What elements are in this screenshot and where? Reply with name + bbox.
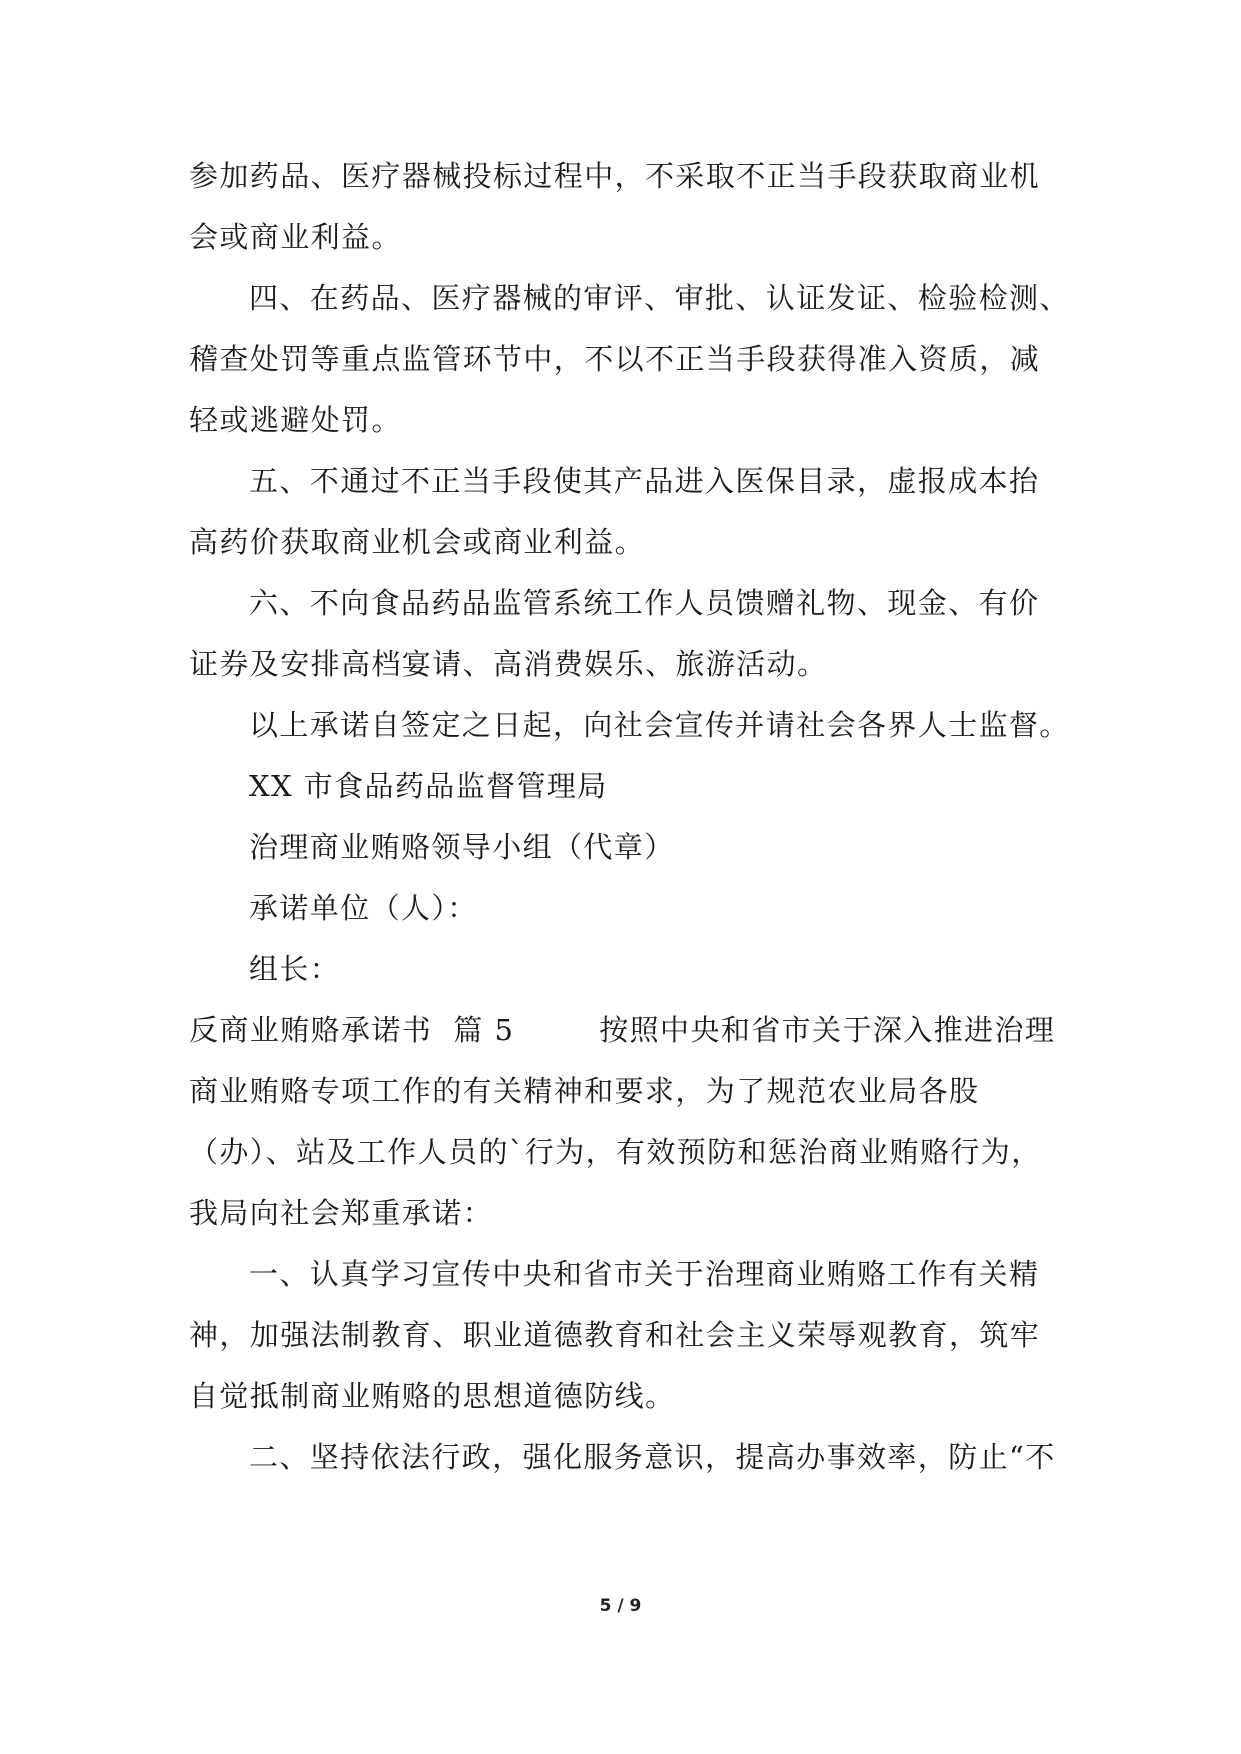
text-line: 高药价获取商业机会或商业利益。 xyxy=(189,525,646,559)
text-line: 组长： xyxy=(249,952,341,986)
text-line: XX 市食品药品监督管理局 xyxy=(249,769,608,803)
section-heading-line: 反商业贿赂承诺书 篇 5 按照中央和省市关于深入推进治理 xyxy=(189,1013,1056,1047)
text-line: 以上承诺自签定之日起，向社会宣传并请社会各界人士监督。 xyxy=(249,708,1070,742)
text-line: 神，加强法制教育、职业道德教育和社会主义荣辱观教育，筑牢 xyxy=(189,1318,1041,1352)
text-line: 我局向社会郑重承诺： xyxy=(189,1196,494,1230)
text-line: 二、坚持依法行政，强化服务意识，提高办事效率，防止“不 xyxy=(249,1440,1056,1474)
page-number: 5 / 9 xyxy=(599,1596,642,1616)
text-line: 参加药品、医疗器械投标过程中，不采取不正当手段获取商业机 xyxy=(189,159,1041,193)
text-line: （办）、站及工作人员的`行为，有效预防和惩治商业贿赂行为， xyxy=(189,1135,1042,1169)
text-line: 治理商业贿赂领导小组（代章） xyxy=(249,830,675,864)
text-line: 轻或逃避处罚。 xyxy=(189,403,402,437)
text-line: 承诺单位（人）： xyxy=(249,891,478,925)
text-line: 商业贿赂专项工作的有关精神和要求，为了规范农业局各股 xyxy=(189,1074,980,1108)
text-line: 四、在药品、医疗器械的审评、审批、认证发证、检验检测、 xyxy=(249,281,1070,315)
text-line: 自觉抵制商业贿赂的思想道德防线。 xyxy=(189,1379,676,1413)
text-line: 稽查处罚等重点监管环节中，不以不正当手段获得准入资质，减 xyxy=(189,342,1041,376)
text-line: 会或商业利益。 xyxy=(189,220,402,254)
text-line: 一、认真学习宣传中央和省市关于治理商业贿赂工作有关精 xyxy=(249,1257,1040,1291)
text-line: 六、不向食品药品监管系统工作人员馈赠礼物、现金、有价 xyxy=(249,586,1040,620)
text-line: 五、不通过不正当手段使其产品进入医保目录，虚报成本抬 xyxy=(249,464,1040,498)
text-line: 证券及安排高档宴请、高消费娱乐、旅游活动。 xyxy=(189,647,828,681)
